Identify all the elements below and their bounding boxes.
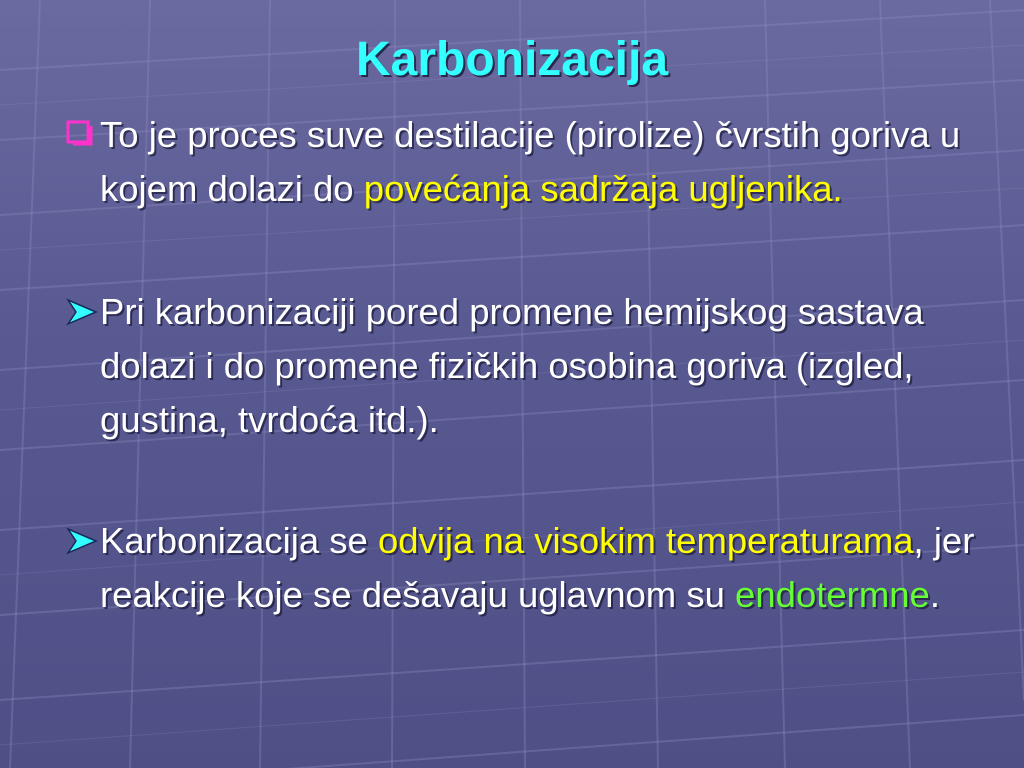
bullet-1-highlight: povećanja sadržaja ugljenika. (363, 168, 843, 209)
bullet-3-highlight-1: odvija na visokim temperaturama (377, 520, 914, 561)
bullet-3-plain-2: , jer reakcije koje se dešavaju uglavnom su (100, 520, 975, 615)
square-bullet-icon (62, 108, 102, 162)
arrow-bullet-icon (62, 285, 102, 339)
bullet-3-plain-1: Karbonizacija se (100, 520, 378, 561)
bullet-3-plain-3: . (929, 574, 941, 615)
bullet-2-plain: Pri karbonizaciji pored promene hemijskog sastava dolazi i do promene fizičkih osobina goriva (izgled, gustina, tvrdoća itd.). (100, 291, 924, 440)
arrow-bullet-icon (62, 514, 102, 568)
slide-title: Karbonizacija (355, 33, 669, 86)
bullet-text-2 (100, 285, 980, 447)
bullet-3-highlight-2: endotermne (735, 574, 930, 615)
bullet-text-1 (100, 108, 980, 216)
bullet-text-3 (100, 514, 980, 622)
bullet-1-plain: To je proces suve destilacije (pirolize) čvrstih goriva u kojem dolazi do (100, 114, 961, 209)
